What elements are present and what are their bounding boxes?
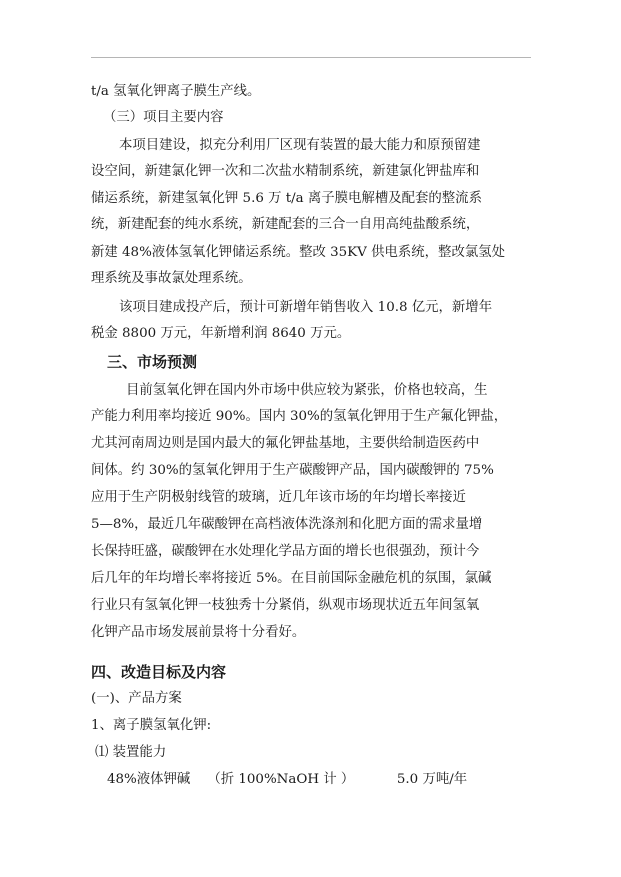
text-line: 该项目建成投产后，预计可新增年销售收入 10.8 亿元，新增年: [119, 300, 493, 315]
spec-line: 48%液体钾碱 （折 100%NaOH 计 ） 5.0 万吨/年: [107, 772, 468, 787]
text-line: 长保持旺盛，碳酸钾在水处理化学品方面的增长也很强劲，预计今: [91, 544, 480, 559]
list-item: 1、离子膜氢氧化钾:: [91, 718, 212, 733]
text-line: 新建 48%液体氢氧化钾储运系统。整改 35KV 供电系统，整改氯氢处: [91, 245, 506, 260]
subsection-heading: （三）项目主要内容: [103, 110, 224, 125]
text-line: 统，新建配套的纯水系统，新建配套的三合一自用高纯盐酸系统，: [91, 217, 480, 232]
text-line: t/a 氢氧化钾离子膜生产线。: [91, 84, 261, 99]
text-line: 间体。约 30%的氢氧化钾用于生产碳酸钾产品，国内碳酸钾的 75%: [91, 463, 494, 478]
subsection-heading: (一)、产品方案: [91, 691, 182, 706]
header-rule: [91, 57, 531, 58]
text-line: 储运系统，新建氢氧化钾 5.6 万 t/a 离子膜电解槽及配套的整流系: [91, 191, 482, 206]
text-line: 目前氢氧化钾在国内外市场中供应较为紧张，价格也较高，生: [126, 383, 488, 398]
text-line: 行业只有氢氧化钾一枝独秀十分紧俏，纵观市场现状近五年间氢氧: [91, 598, 480, 613]
text-line: 设空间，新建氯化钾一次和二次盐水精制系统，新建氯化钾盐库和: [91, 164, 480, 179]
text-line: 本项目建设，拟充分利用厂区现有装置的最大能力和原预留建: [119, 138, 481, 153]
text-line: 后几年的年均增长率将接近 5%。在目前国际金融危机的氛围，氯碱: [91, 571, 492, 586]
text-line: 5—8%，最近几年碳酸钾在高档液体洗涤剂和化肥方面的需求量增: [91, 517, 483, 532]
text-line: 尤其河南周边则是国内最大的氟化钾盐基地，主要供给制造医药中: [91, 436, 480, 451]
text-line: 应用于生产阴极射线管的玻璃，近几年该市场的年均增长率接近: [91, 490, 466, 505]
text-line: 化钾产品市场发展前景将十分看好。: [91, 625, 306, 640]
text-line: 税金 8800 万元，年新增利润 8640 万元。: [91, 326, 351, 341]
section-heading: 三、市场预测: [107, 353, 198, 371]
section-heading: 四、改造目标及内容: [91, 663, 227, 681]
text-line: 产能力利用率均接近 90%。国内 30%的氢氧化钾用于生产氟化钾盐，: [91, 409, 508, 424]
list-item: ⑴ 装置能力: [95, 745, 167, 760]
text-line: 理系统及事故氯处理系统。: [91, 271, 252, 286]
